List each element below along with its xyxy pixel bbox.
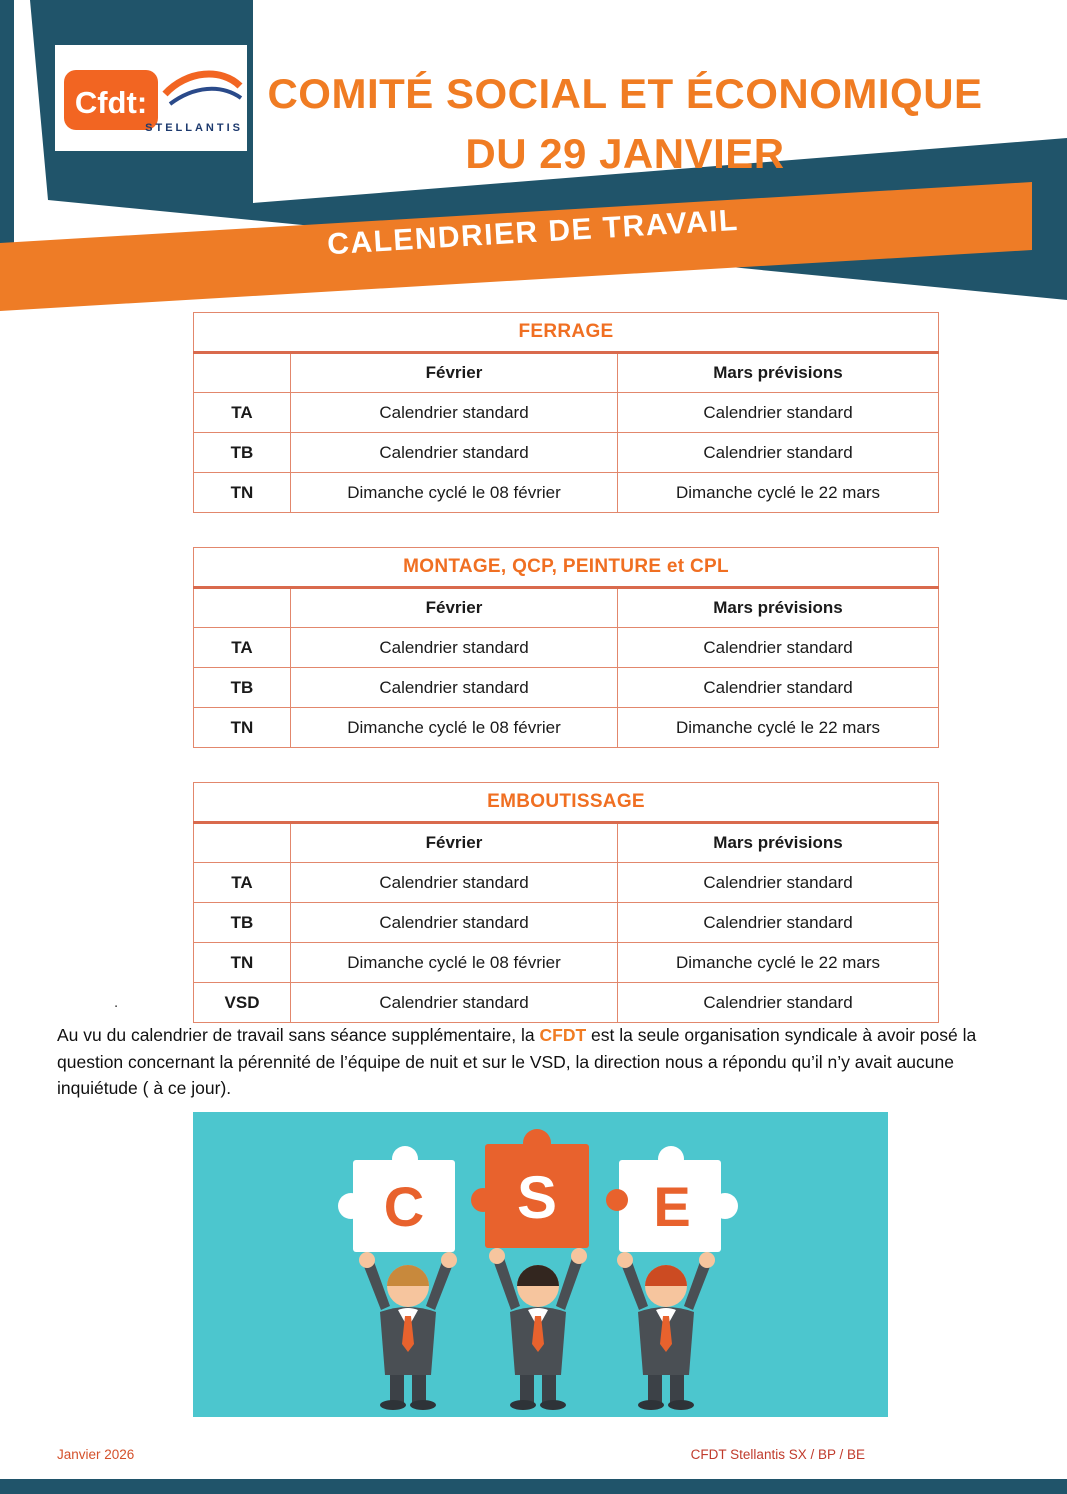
row-label: TB [194, 903, 291, 943]
table-row [194, 433, 939, 473]
note-cfdt-highlight: CFDT [539, 1025, 587, 1045]
note-paragraph [57, 1022, 1009, 1102]
row-label: VSD [194, 983, 291, 1023]
column-header-empty [194, 588, 291, 628]
table-emboutissage [193, 782, 939, 1023]
table-cell: Calendrier standard [291, 903, 618, 943]
note-text-end: est la seule organisation syndicale à avoir posé la question concernant la pérennité de l’équipe de nuit et sur le VSD, la direction nous a répondu qu’il n’y avait aucune inquiétude ( à ce jour). [57, 1025, 977, 1098]
table-row [194, 983, 939, 1023]
table-title: FERRAGE [194, 313, 939, 353]
table-cell: Calendrier standard [618, 863, 939, 903]
table-cell: Calendrier standard [618, 393, 939, 433]
table-row [194, 668, 939, 708]
note-text-start: Au vu du calendrier de travail sans séance supplémentaire, la [57, 1025, 540, 1045]
puzzle-letter-e: E [653, 1175, 691, 1238]
table-row [194, 393, 939, 433]
table-cell: Calendrier standard [618, 983, 939, 1023]
tables-section [193, 312, 938, 1057]
row-label: TN [194, 473, 291, 513]
table-cell: Calendrier standard [291, 433, 618, 473]
column-header-fevrier: Février [291, 588, 618, 628]
table-cell: Calendrier standard [618, 903, 939, 943]
column-header-fevrier: Février [291, 353, 618, 393]
cse-illustration-box [193, 1112, 888, 1417]
table-cell: Calendrier standard [618, 668, 939, 708]
puzzle-letter-c: C [383, 1175, 425, 1238]
table-cell: Calendrier standard [291, 983, 618, 1023]
row-label: TN [194, 708, 291, 748]
column-header-mars: Mars prévisions [618, 588, 939, 628]
column-header-empty [194, 823, 291, 863]
table-row [194, 903, 939, 943]
table-montage [193, 547, 939, 748]
footer-date: Janvier 2026 [57, 1447, 135, 1462]
table-cell: Dimanche cyclé le 08 février [291, 943, 618, 983]
table-cell: Dimanche cyclé le 08 février [291, 473, 618, 513]
table-cell: Dimanche cyclé le 22 mars [618, 943, 939, 983]
row-label: TN [194, 943, 291, 983]
row-label: TB [194, 668, 291, 708]
page-title-line1: COMITÉ SOCIAL ET ÉCONOMIQUE [267, 70, 983, 117]
table-title: EMBOUTISSAGE [194, 783, 939, 823]
table-row [194, 628, 939, 668]
table-row [194, 708, 939, 748]
table-cell: Calendrier standard [291, 628, 618, 668]
footer-signature: CFDT Stellantis SX / BP / BE [690, 1447, 865, 1462]
row-label: TA [194, 393, 291, 433]
table-row [194, 863, 939, 903]
table-cell: Calendrier standard [291, 863, 618, 903]
table-cell: Calendrier standard [618, 433, 939, 473]
puzzle-piece-c [338, 1146, 455, 1252]
table-cell: Dimanche cyclé le 22 mars [618, 708, 939, 748]
column-header-empty [194, 353, 291, 393]
logo-stellantis-text: STELLANTIS [145, 122, 243, 134]
page-title [250, 64, 1000, 183]
puzzle-piece-e [606, 1146, 738, 1252]
cse-illustration [193, 1112, 888, 1417]
stray-dot: . [114, 994, 119, 1011]
bottom-edge-strip [0, 1479, 1067, 1494]
row-label: TA [194, 628, 291, 668]
puzzle-piece-s [471, 1129, 589, 1248]
column-header-mars: Mars prévisions [618, 353, 939, 393]
table-cell: Dimanche cyclé le 22 mars [618, 473, 939, 513]
column-header-mars: Mars prévisions [618, 823, 939, 863]
table-ferrage [193, 312, 939, 513]
section-banner: CALENDRIER DE TRAVAIL [326, 203, 740, 262]
logo-cfdt-text: Cfdt: [74, 85, 148, 120]
table-row [194, 943, 939, 983]
table-row [194, 473, 939, 513]
puzzle-letter-s: S [516, 1164, 558, 1231]
table-title: MONTAGE, QCP, PEINTURE et CPL [194, 548, 939, 588]
page-title-line2: DU 29 JANVIER [465, 129, 785, 177]
table-cell: Calendrier standard [618, 628, 939, 668]
row-label: TB [194, 433, 291, 473]
table-cell: Calendrier standard [291, 668, 618, 708]
table-cell: Dimanche cyclé le 08 février [291, 708, 618, 748]
table-cell: Calendrier standard [291, 393, 618, 433]
row-label: TA [194, 863, 291, 903]
cfdt-stellantis-logo [55, 45, 247, 151]
column-header-fevrier: Février [291, 823, 618, 863]
